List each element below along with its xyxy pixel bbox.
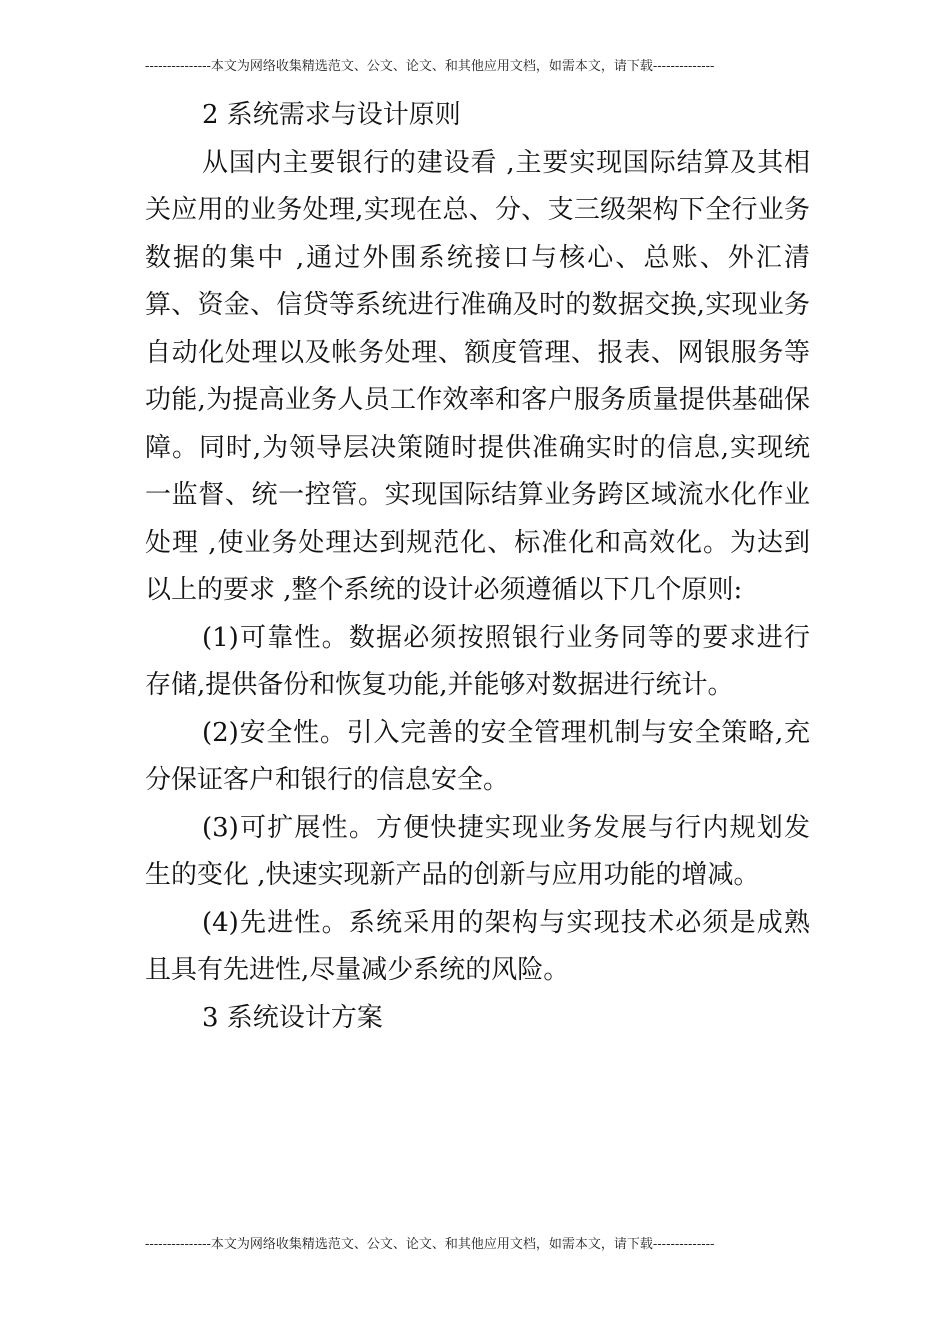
footer-banner: ---------------本文为网络收集精选范文、公文、论文、和其他应用文档，如需本文，请下载--------------	[145, 1237, 715, 1252]
section-2-heading: 2 系统需求与设计原则	[202, 100, 461, 130]
principle-advancement: (4)先进性。系统采用的架构与实现技术必须是成熟且具有先进性,尽量减少系统的风险。	[145, 907, 810, 985]
principle-scalability: (3)可扩展性。方便快捷实现业务发展与行内规划发生的变化 ,快速实现新产品的创新与应用功能的增减。	[145, 812, 810, 890]
principle-security: (2)安全性。引入完善的安全管理机制与安全策略,充分保证客户和银行的信息安全。	[145, 717, 810, 795]
intro-paragraph: 从国内主要银行的建设看 ,主要实现国际结算及其相关应用的业务处理,实现在总、分、支三级架构下全行业务数据的集中 ,通过外围系统接口与核心、总账、外汇清算、资金、信贷等系统进行准确及时的数据交换,实现业务自动化处理以及帐务处理、额度管理、报表、网银服务等功能,为提高业务人员工作效率和客户服务质量提供基础保障。同时,为领导层决策随时提供准确实时的信息,实现统一监督、统一控管。实现国际结算业务跨区域流水化作业处理 ,使业务处理达到规范化、标准化和高效化。为达到以上的要求 ,整个系统的设计必须遵循以下几个原则:	[145, 147, 810, 605]
principle-reliability: (1)可靠性。数据必须按照银行业务同等的要求进行存储,提供备份和恢复功能,并能够对数据进行统计。	[145, 622, 810, 700]
document-body	[145, 92, 810, 1042]
header-banner: ---------------本文为网络收集精选范文、公文、论文、和其他应用文档，如需本文，请下载--------------	[145, 59, 715, 74]
section-3-heading: 3 系统设计方案	[202, 1002, 383, 1033]
